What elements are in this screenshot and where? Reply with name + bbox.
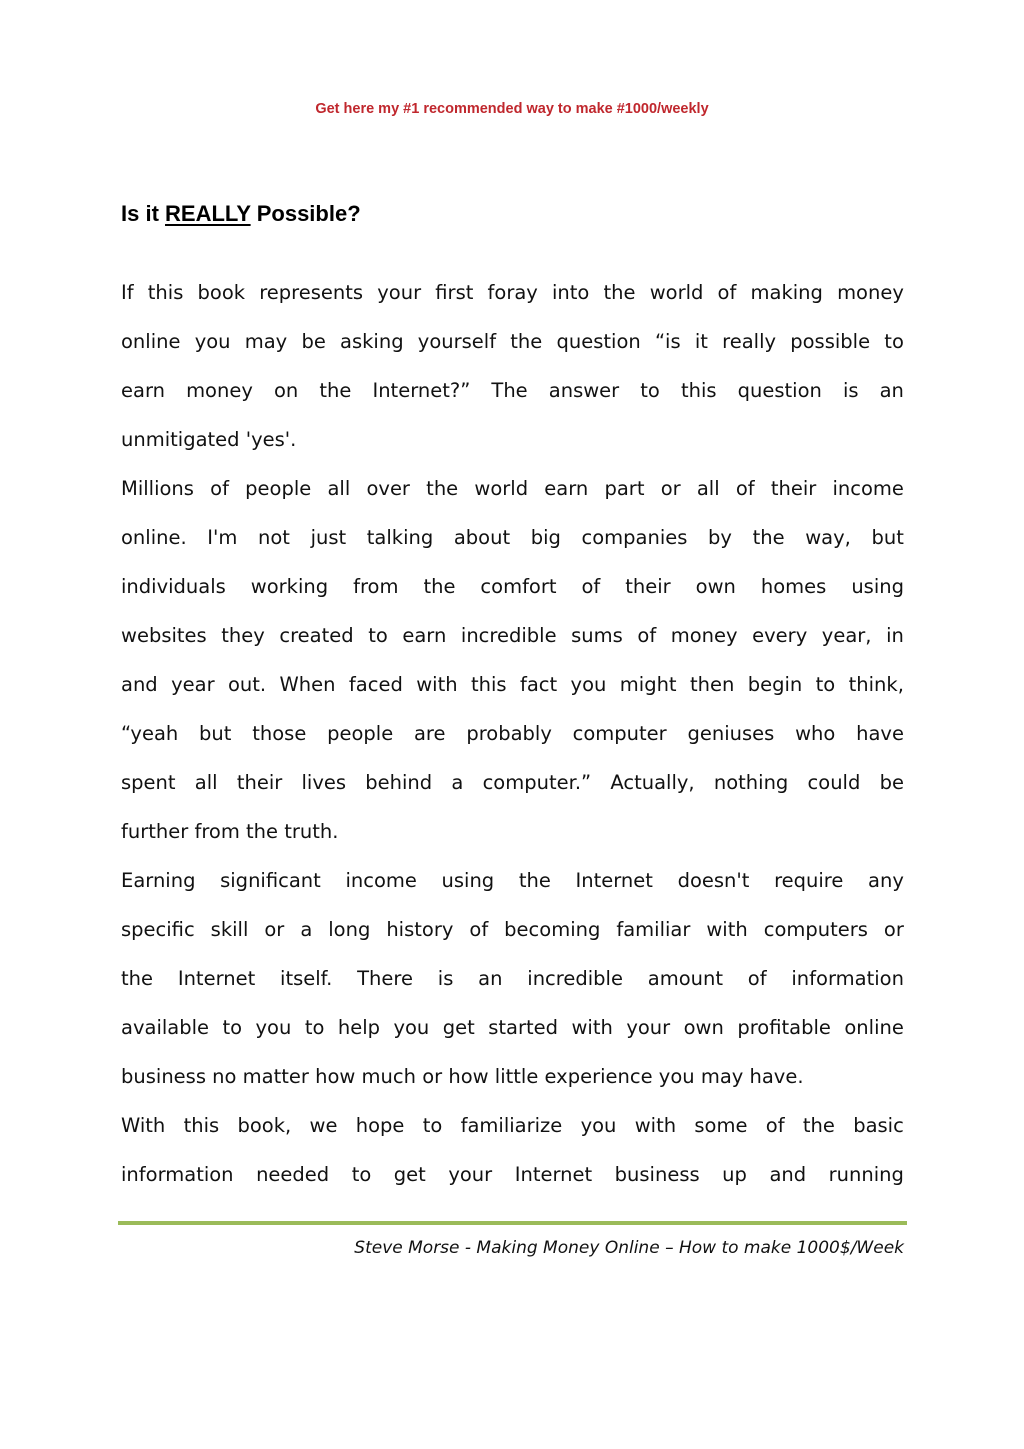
text-line: available to you to help you get started with your own profitable online <box>121 1016 904 1039</box>
text-line: information needed to get your Internet business up and running <box>121 1163 904 1186</box>
text-line: online you may be asking yourself the question “is it really possible to <box>121 330 904 353</box>
text-line: earn money on the Internet?” The answer to this question is an <box>121 379 904 402</box>
text-line: unmitigated 'yes'. <box>121 428 297 451</box>
text-line: business no matter how much or how little experience you may have. <box>121 1065 804 1088</box>
footer-text: Steve Morse - Making Money Online – How to make 1000$/Week <box>354 1238 904 1258</box>
text-line: online. I'm not just talking about big companies by the way, but <box>121 526 904 549</box>
text-line: With this book, we hope to familiarize you with some of the basic <box>121 1114 904 1137</box>
section-heading <box>121 201 361 227</box>
text-line: further from the truth. <box>121 820 339 843</box>
text-line: Millions of people all over the world earn part or all of their income <box>121 477 904 500</box>
text-line: and year out. When faced with this fact you might then begin to think, <box>121 673 904 696</box>
heading-suffix: Possible? <box>250 201 361 226</box>
text-line: “yeah but those people are probably computer geniuses who have <box>121 722 904 745</box>
text-line: specific skill or a long history of becoming familiar with computers or <box>121 918 904 941</box>
text-line: websites they created to earn incredible sums of money every year, in <box>121 624 904 647</box>
body-text <box>121 268 904 1199</box>
text-line: Earning significant income using the Internet doesn't require any <box>121 869 904 892</box>
promo-link[interactable]: Get here my #1 recommended way to make #1000/weekly <box>315 101 709 117</box>
text-line: the Internet itself. There is an incredible amount of information <box>121 967 904 990</box>
heading-prefix: Is it <box>121 201 166 226</box>
text-line: spent all their lives behind a computer.” Actually, nothing could be <box>121 771 904 794</box>
text-line: individuals working from the comfort of their own homes using <box>121 575 904 598</box>
footer-divider <box>118 1221 907 1225</box>
heading-emphasis: REALLY <box>165 201 251 226</box>
text-line: If this book represents your first foray into the world of making money <box>121 281 904 304</box>
